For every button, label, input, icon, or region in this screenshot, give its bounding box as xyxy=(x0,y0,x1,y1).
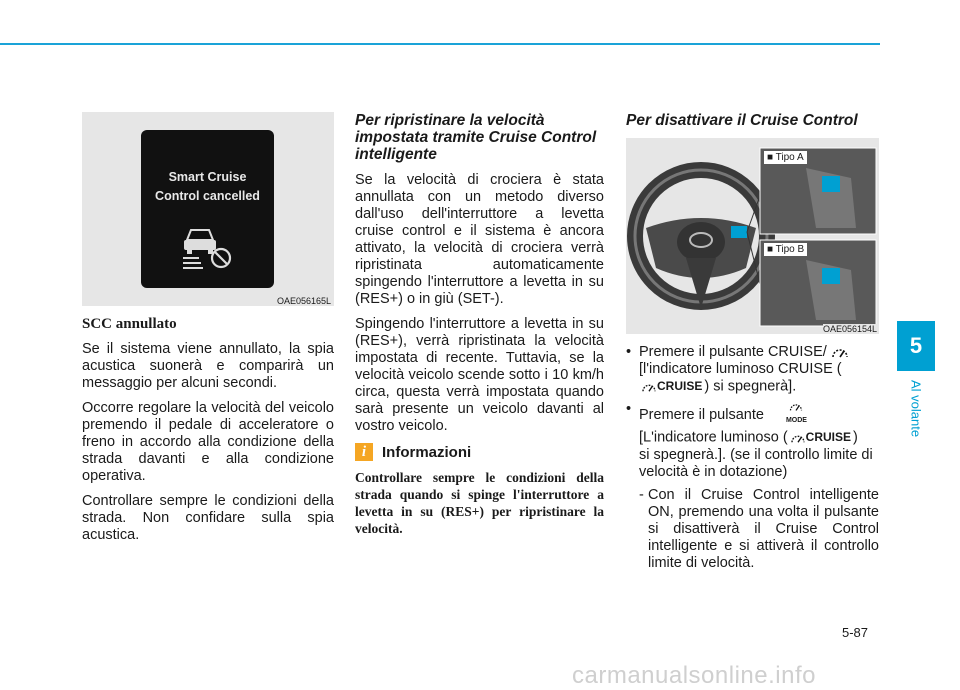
paragraph: Controllare sempre le condizioni della strada. Non confidare sulla spia acustica. xyxy=(82,493,334,543)
bullet-text: [L'indicatore luminoso ( xyxy=(639,429,788,446)
info-title: Informazioni xyxy=(382,443,472,461)
info-icon: i xyxy=(355,443,373,461)
page-number: 5-87 xyxy=(842,625,869,640)
cruise-gauge-icon xyxy=(831,345,849,359)
cluster-screen xyxy=(141,130,274,288)
bullet-item xyxy=(626,344,879,395)
bullet-text: ) xyxy=(853,429,858,446)
screen-line2: Control cancelled xyxy=(155,189,260,203)
steering-wheel-illustration xyxy=(626,138,879,334)
column-left xyxy=(82,112,334,552)
car-cancel-icon xyxy=(179,222,239,272)
watermark: carmanualsonline.info xyxy=(572,662,816,689)
header-rule xyxy=(0,43,880,45)
dash-text: Con il Cruise Control intelligente ON, premendo una volta il pulsante si disattiverà il Cruise Control intelligente e si attiverà il controllo limite di velocità. xyxy=(648,486,879,571)
dash-mark: - xyxy=(639,486,644,503)
tipo-b-label: ■ Tipo B xyxy=(764,243,807,256)
info-header xyxy=(355,443,604,461)
column-middle xyxy=(355,112,604,537)
section-heading: Per disattivare il Cruise Control xyxy=(626,112,858,129)
cruise-indicator-icon: CRUISE xyxy=(641,378,702,395)
paragraph: Occorre regolare la velocità del veicolo premendo il pedale di acceleratore o freno in accordo alla condizione della strada davanti e alla condizione operativa. xyxy=(82,400,334,484)
screen-line1: Smart Cruise xyxy=(168,170,247,184)
bullet-text: ) si spegnerà]. xyxy=(704,378,797,395)
chapter-label: Al volante xyxy=(908,380,924,438)
dash-item xyxy=(626,487,879,572)
mode-button-icon: MODE xyxy=(786,401,807,429)
paragraph: Spingendo l'interruttore a levetta in su (RES+), verrà ripristinata la velocità impostata di recente. Tuttavia, se la velocità veicolo scende sotto i 10 km/h circa, questa verrà impostata quando sarà presente un veicolo davanti al vostro veicolo. xyxy=(355,316,604,434)
bullet-item xyxy=(626,401,879,480)
chapter-tab: 5 xyxy=(897,321,935,371)
bullet-text: Premere il pulsante CRUISE/ xyxy=(639,344,827,360)
bullet-text: Premere il pulsante xyxy=(639,407,764,424)
figure-code: OAE056165L xyxy=(276,296,331,306)
bullet-text: si spegnerà.]. (se il controllo limite di velocità è in dotazione) xyxy=(639,446,873,480)
cruise-indicator-icon: CRUISE xyxy=(790,429,851,446)
cluster-figure xyxy=(82,112,334,306)
section-heading: SCC annullato xyxy=(82,316,177,332)
info-body: Controllare sempre le condizioni della strada quando si spinge l'interruttore a levetta in su (RES+) per ripristinare la velocità. xyxy=(355,470,604,536)
paragraph: Se il sistema viene annullato, la spia acustica suonerà e comparirà un messaggio per alcuni secondi. xyxy=(82,341,334,391)
section-heading: Per ripristinare la velocità impostata tramite Cruise Control intelligente xyxy=(355,112,597,163)
bullet-text: [l'indicatore luminoso CRUISE ( xyxy=(639,361,842,377)
figure-code: OAE056154L xyxy=(822,324,877,334)
steering-wheel-figure xyxy=(626,138,879,334)
column-right xyxy=(626,112,879,572)
paragraph: Se la velocità di crociera è stata annullata con un metodo diverso dall'uso dell'interruttore a levetta cruise control e il sistema è ancora attivato, la velocità di crociera verrà ripristinata automaticamente spingendo l'interruttore a levetta in su (RES+) o in giù (SET-). xyxy=(355,172,604,307)
tipo-a-label: ■ Tipo A xyxy=(764,151,807,164)
